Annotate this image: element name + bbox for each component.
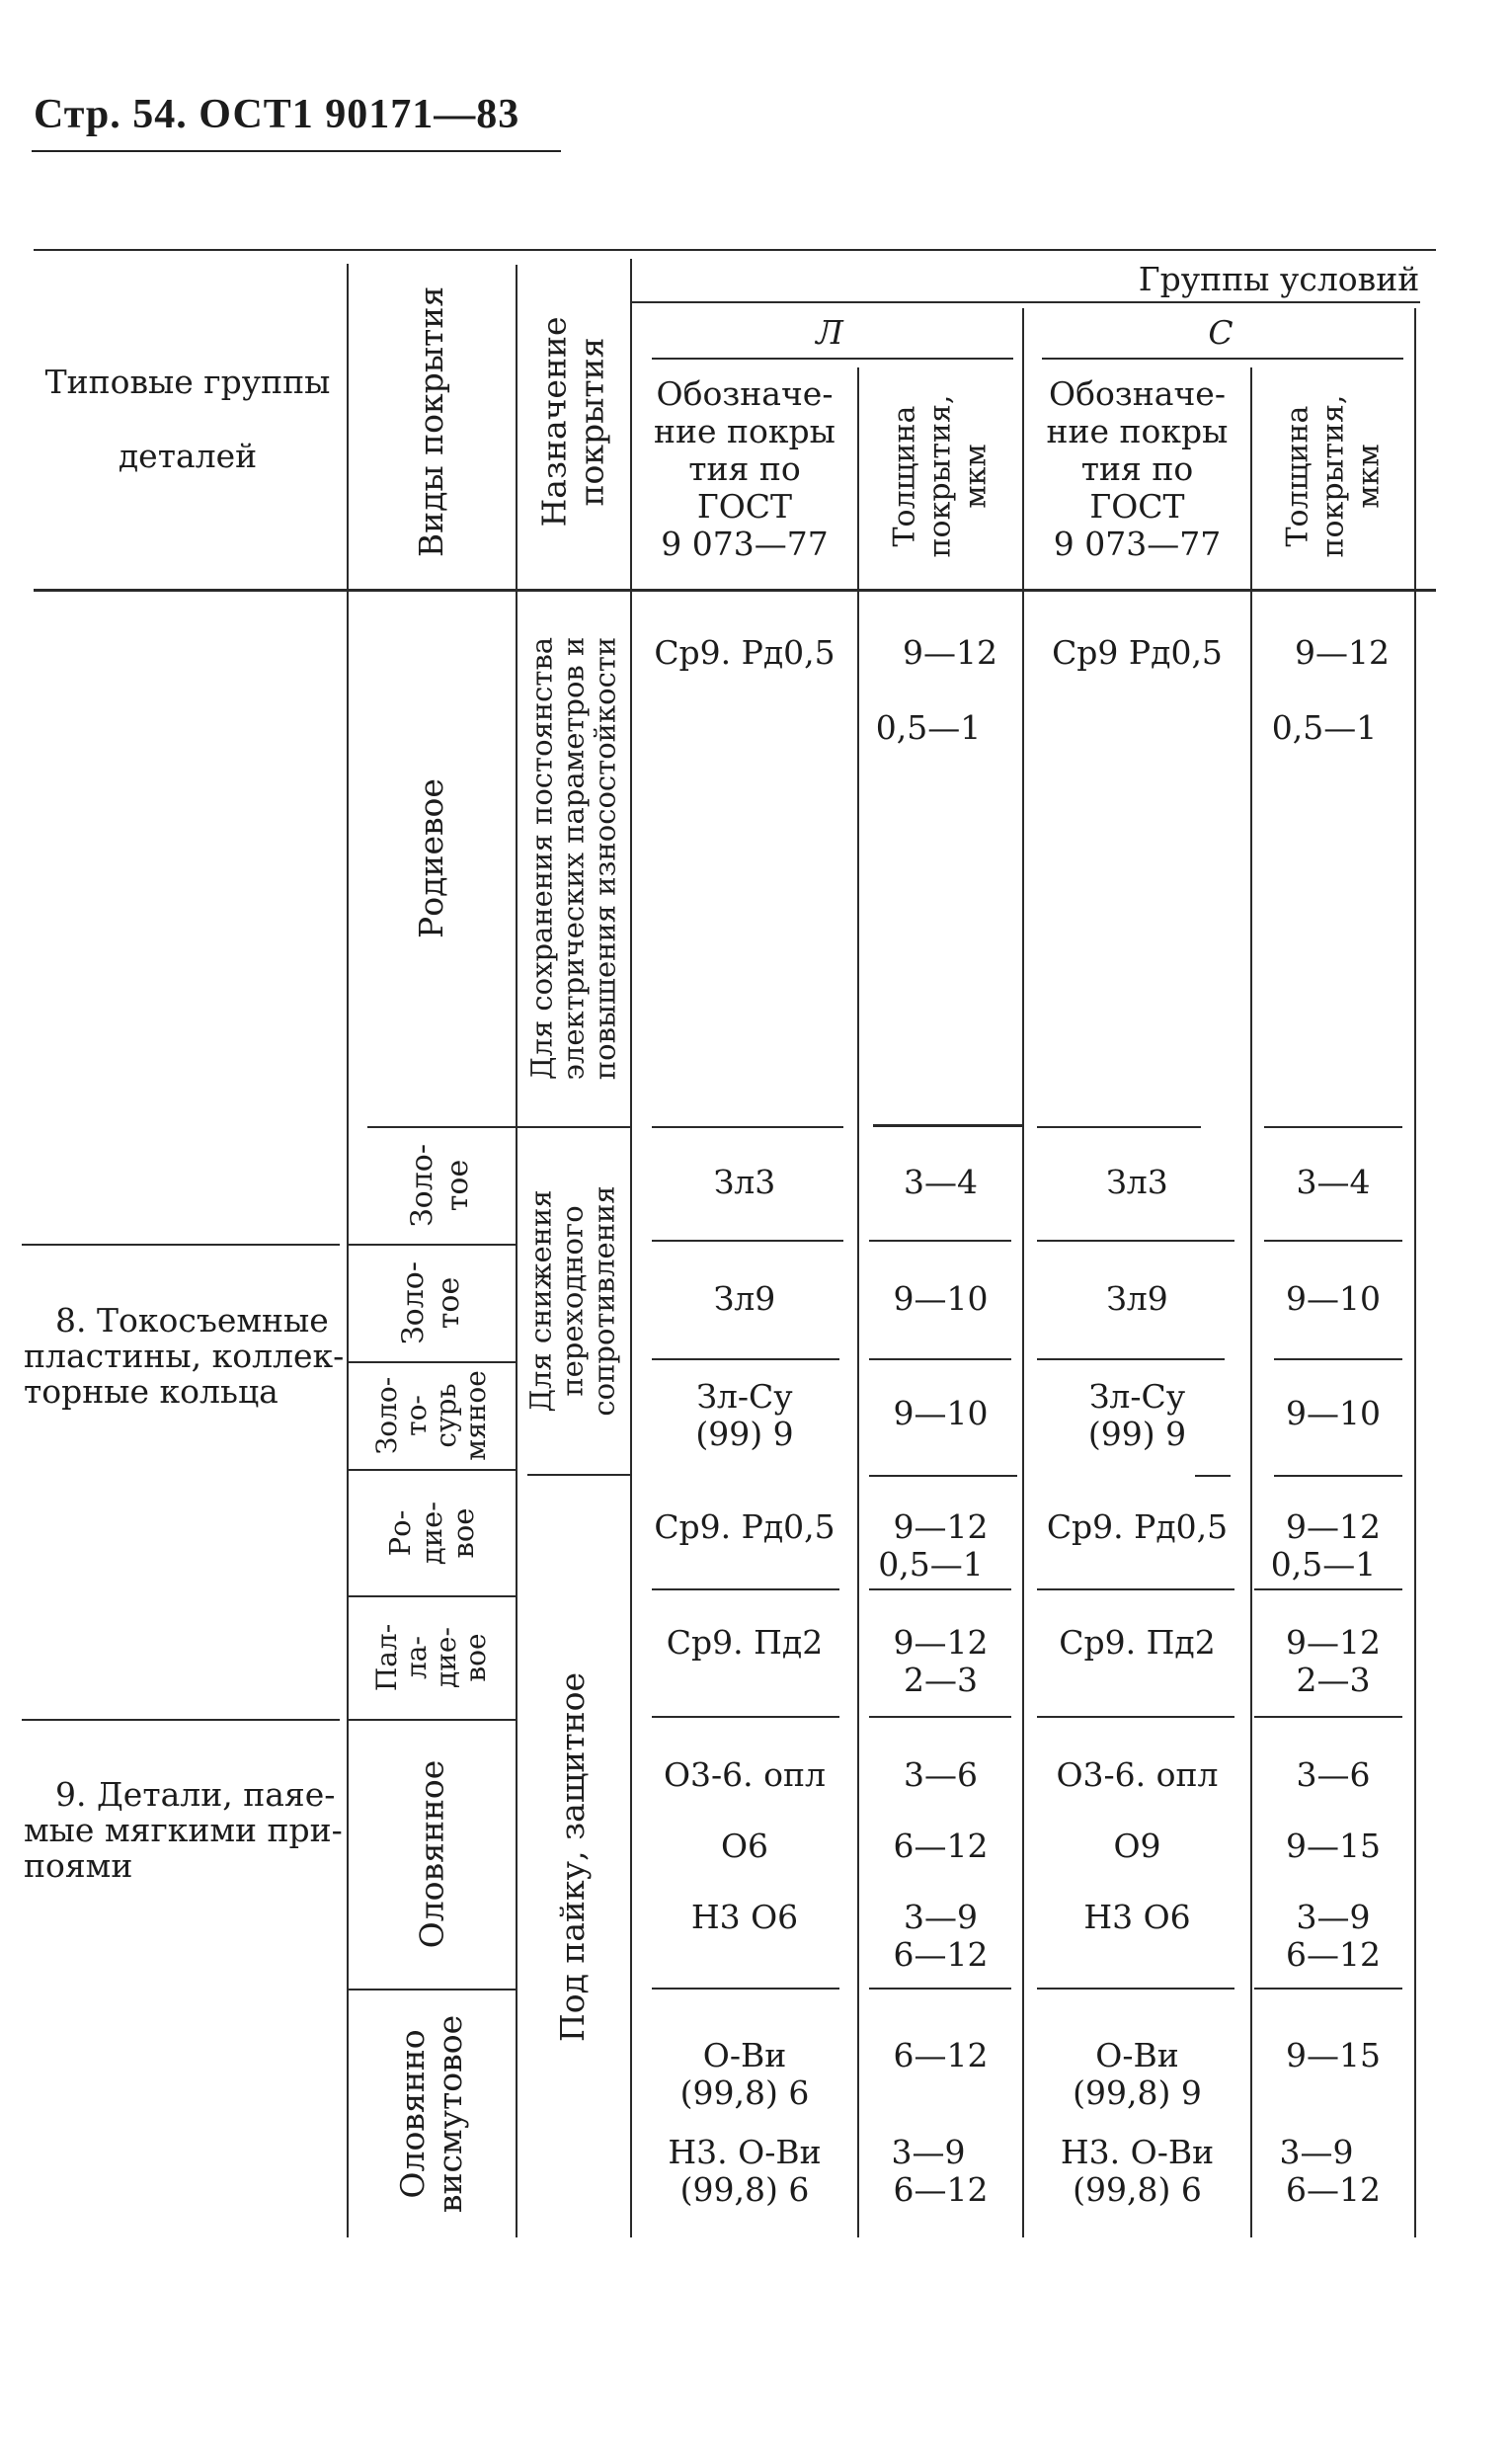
col-header-purpose — [517, 259, 628, 585]
r2-s-thickness: 3—4 — [1296, 1163, 1371, 1201]
r8-l-designation-3: Н3. О-Ви — [668, 2133, 822, 2171]
row-rule-4b — [1195, 1475, 1231, 1477]
p1-l2: электрических параметров и — [556, 636, 590, 1081]
r8-s-designation-2: (99,8) 9 — [1073, 2073, 1202, 2112]
r7-s-thickness-1: 3—6 — [1296, 1755, 1371, 1794]
r6-lt2: 2—3 — [904, 1661, 978, 1699]
col-header-group-line1: Типовые группы — [44, 363, 331, 401]
row-rule-7d — [1254, 1988, 1402, 1990]
r7-s-designation-2: О9 — [1113, 1827, 1161, 1865]
thk-s-3: мкм — [1351, 444, 1387, 509]
r3-l-designation: Зл9 — [713, 1279, 776, 1318]
r8-l-designation-4: (99,8) 6 — [679, 2170, 810, 2209]
r6-st2: 2—3 — [1296, 1661, 1371, 1699]
header-bottom-rule — [34, 589, 1436, 592]
coating-gold-2 — [350, 1246, 514, 1360]
pd-l1: Пал- — [369, 1623, 403, 1692]
gold2-l2: тое — [431, 1276, 466, 1330]
r2-l-designation: Зл3 — [713, 1163, 776, 1201]
r1-l-thickness-2: 0,5—1 — [875, 708, 982, 747]
coating-gold-antimony — [350, 1363, 514, 1468]
row-rule-1b — [873, 1124, 1023, 1127]
row-rule-4c — [1274, 1475, 1402, 1477]
col-header-L-thickness — [859, 367, 1021, 585]
header-rule — [32, 150, 561, 152]
r4-s-designation — [1024, 1378, 1250, 1453]
row-rule-3b — [869, 1358, 1011, 1360]
row-rule-1c — [1037, 1126, 1201, 1128]
p1-l3: повышения износостойкости — [588, 636, 621, 1081]
purpose-preserve — [517, 593, 628, 1124]
row-rule-2 — [652, 1240, 843, 1242]
group-rule-9 — [22, 1719, 340, 1721]
pd-l2: ла- — [399, 1636, 433, 1679]
r7-s-thickness-4: 6—12 — [1286, 1935, 1381, 1974]
des-s-3: тия по — [1080, 449, 1194, 488]
tinbi-l2: висмутовое — [431, 2014, 469, 2214]
r7-l-thickness-4: 6—12 — [893, 1935, 989, 1974]
group-8-line2: пластины, коллек- — [24, 1337, 345, 1375]
purpose-preserve-text — [525, 637, 620, 1081]
r8-s-thickness-2: 3—9 — [1279, 2133, 1354, 2171]
conditions-rule — [632, 301, 1420, 303]
r8-l-designation-1: О-Ви — [702, 2036, 787, 2074]
coating-rhodium — [350, 593, 514, 1124]
col-header-coating-type — [350, 259, 514, 585]
r4-s-thickness: 9—10 — [1286, 1394, 1381, 1432]
coating-palladium — [350, 1597, 514, 1718]
row-rule-3 — [652, 1358, 839, 1360]
r5-s-designation: Ср9. Рд0,5 — [1046, 1507, 1229, 1546]
des-l-1: Обозначе- — [656, 374, 834, 413]
row-rule-5c — [1037, 1588, 1234, 1590]
coating-tin — [350, 1721, 514, 1988]
p2-l1: Для снижения — [524, 1188, 559, 1413]
col-header-L-designation — [632, 375, 857, 563]
coating-gold-antimony-text — [369, 1370, 492, 1461]
goldsb-l1: Золо- — [369, 1376, 403, 1455]
r4-ld2: (99) 9 — [695, 1415, 794, 1453]
r7-s-thickness-2: 9—15 — [1286, 1827, 1381, 1865]
p1-l1: Для сохранения постоянства — [524, 636, 558, 1081]
purpose-l2: покрытия — [572, 337, 610, 507]
rh2-l2: дие- — [415, 1501, 448, 1565]
row-rule-7 — [652, 1988, 839, 1990]
row-rule-1 — [652, 1126, 843, 1128]
purpose-reduce-resistance — [517, 1128, 628, 1473]
row-rule-4 — [869, 1475, 1017, 1477]
r1-s-designation: Ср9 Рд0,5 — [1052, 633, 1223, 672]
purpose-soldering — [517, 1476, 628, 2237]
ls-rule-left — [652, 358, 1013, 360]
group-rule-8 — [22, 1244, 340, 1246]
thk-l-3: мкм — [958, 444, 994, 509]
goldsb-l3: сурь — [429, 1383, 462, 1448]
r8-l-thickness-3: 6—12 — [893, 2170, 989, 2209]
thk-l-2: покрытия, — [922, 394, 958, 558]
thk-s-1: Толщина — [1280, 405, 1315, 547]
r6-s-designation: Ср9. Пд2 — [1059, 1623, 1216, 1662]
gold1-l2: тое — [439, 1159, 475, 1212]
thk-l-1: Толщина — [887, 405, 922, 547]
r7-s-designation-1: О3-6. опл — [1056, 1755, 1219, 1794]
r8-l-thickness-1: 6—12 — [893, 2036, 989, 2074]
coating-gold-1-text — [405, 1144, 476, 1227]
row-rule-1d — [1264, 1126, 1402, 1128]
r8-s-thickness-1: 9—15 — [1286, 2036, 1381, 2074]
r7-l-thickness-3: 3—9 — [904, 1898, 978, 1936]
tinbi-l1: Оловянно — [393, 2029, 432, 2199]
r5-st2: 0,5—1 — [1270, 1545, 1377, 1584]
row-rule-5 — [652, 1588, 839, 1590]
coating-tin-bismuth-text — [394, 2015, 469, 2213]
col-header-conditions: Группы условий — [1138, 260, 1420, 298]
group-9-line2: мые мягкими при- — [24, 1811, 343, 1849]
r8-s-designation-3: Н3. О-Ви — [1060, 2133, 1215, 2171]
group-8-line1: 8. Токосъемные — [55, 1301, 329, 1340]
gold2-l1: Золо- — [395, 1260, 431, 1345]
coating-tin-bismuth — [350, 1990, 514, 2237]
goldsb-l4: мяное — [458, 1370, 492, 1461]
group-9-line3: поями — [24, 1846, 133, 1885]
col-header-purpose-text — [535, 317, 610, 528]
r5-lt1: 9—12 — [893, 1507, 989, 1546]
r4-l-thickness: 9—10 — [893, 1394, 989, 1432]
des-s-1: Обозначе- — [1049, 374, 1226, 413]
col-line-5 — [1022, 308, 1024, 2237]
col-header-L: Л — [816, 313, 843, 352]
purpose-l1: Назначение — [534, 316, 573, 528]
coating-gold-2-text — [396, 1261, 467, 1344]
col-line-7 — [1414, 308, 1416, 2237]
r6-l-thickness — [859, 1624, 1022, 1699]
row-rule-2b — [869, 1240, 1011, 1242]
r1-l-designation: Ср9. Рд0,5 — [654, 633, 836, 672]
col-header-L-thickness-text — [887, 395, 994, 558]
r7-l-thickness-2: 6—12 — [893, 1827, 989, 1865]
ls-rule-right — [1042, 358, 1403, 360]
gold1-l1: Золо- — [404, 1143, 439, 1228]
pd-l4: вое — [458, 1633, 492, 1682]
r6-lt1: 9—12 — [893, 1623, 989, 1662]
col-header-S: С — [1208, 313, 1233, 352]
r6-l-designation: Ср9. Пд2 — [666, 1623, 824, 1662]
des-s-2: ние покры — [1046, 412, 1229, 450]
coating-gold-1 — [367, 1128, 514, 1243]
row-rule-6b — [869, 1716, 1011, 1718]
r7-l-designation-1: О3-6. опл — [663, 1755, 826, 1794]
coating-rhodium-2 — [350, 1471, 514, 1594]
des-l-4: ГОСТ — [696, 487, 793, 526]
row-rule-2c — [1037, 1240, 1234, 1242]
row-rule-3d — [1274, 1358, 1402, 1360]
coating-rhodium-2-text — [384, 1501, 479, 1564]
row-rule-7c — [1037, 1988, 1234, 1990]
r5-st1: 9—12 — [1286, 1507, 1381, 1546]
r5-lt2: 0,5—1 — [878, 1545, 984, 1584]
goldsb-l2: то- — [399, 1395, 433, 1436]
des-l-2: ние покры — [654, 412, 836, 450]
r7-s-thickness-3: 3—9 — [1296, 1898, 1371, 1936]
r1-l-thickness-1: 9—12 — [903, 633, 997, 672]
row-rule-7b — [869, 1988, 1011, 1990]
p2-l2: переходного — [556, 1204, 591, 1397]
row-rule-5d — [1254, 1588, 1402, 1590]
purpose-soldering-text: Под пайку, защитное — [553, 1671, 593, 2042]
page-header: Стр. 54. ОСТ1 90171—83 — [34, 92, 520, 137]
col-header-coating-type-text: Виды покрытия — [412, 285, 451, 558]
col-header-group-line2: деталей — [118, 437, 258, 475]
r7-l-thickness-1: 3—6 — [904, 1755, 978, 1794]
rh2-l3: вое — [446, 1507, 480, 1558]
col-header-S-thickness-text — [1280, 395, 1387, 558]
r5-s-thickness — [1252, 1508, 1414, 1584]
r5-l-designation: Ср9. Рд0,5 — [654, 1507, 836, 1546]
table-top-rule — [34, 249, 1436, 251]
r6-s-thickness — [1252, 1624, 1414, 1699]
col-header-S-thickness — [1252, 367, 1414, 585]
r3-l-thickness: 9—10 — [893, 1279, 989, 1318]
r6-st1: 9—12 — [1286, 1623, 1381, 1662]
r3-s-designation: Зл9 — [1106, 1279, 1168, 1318]
r8-l-designation-2: (99,8) 6 — [679, 2073, 810, 2112]
r5-l-thickness — [859, 1508, 1022, 1584]
coating-palladium-text — [369, 1623, 492, 1692]
r8-s-designation-1: О-Ви — [1095, 2036, 1179, 2074]
des-l-5: 9 073—77 — [661, 525, 829, 563]
r2-l-thickness: 3—4 — [904, 1163, 978, 1201]
thk-s-2: покрытия, — [1315, 394, 1351, 558]
col-header-S-designation — [1024, 375, 1250, 563]
r4-l-designation — [632, 1378, 857, 1453]
r7-l-designation-2: О6 — [720, 1827, 769, 1865]
r1-s-thickness-1: 9—12 — [1295, 633, 1390, 672]
coating-rhodium-text: Родиевое — [411, 778, 450, 938]
r8-l-thickness-2: 3—9 — [891, 2133, 966, 2171]
r3-s-thickness: 9—10 — [1286, 1279, 1381, 1318]
r4-sd2: (99) 9 — [1087, 1415, 1187, 1453]
row-rule-5b — [869, 1588, 1011, 1590]
row-rule-6c — [1037, 1716, 1234, 1718]
des-s-4: ГОСТ — [1089, 487, 1185, 526]
purpose-reduce-text — [525, 1185, 620, 1416]
r8-s-designation-4: (99,8) 6 — [1073, 2170, 1202, 2209]
r4-ld1: Зл-Су — [696, 1377, 793, 1416]
group-9-line1: 9. Детали, паяе- — [55, 1775, 336, 1814]
coating-tin-text: Оловянное — [412, 1759, 451, 1949]
r1-s-thickness-2: 0,5—1 — [1271, 708, 1378, 747]
r2-s-designation: Зл3 — [1106, 1163, 1168, 1201]
des-l-3: тия по — [688, 449, 801, 488]
row-rule-6d — [1254, 1716, 1402, 1718]
row-rule-3c — [1037, 1358, 1225, 1360]
pd-l3: дие- — [429, 1627, 462, 1688]
r7-s-designation-3: Н3 О6 — [1083, 1898, 1191, 1936]
row-rule-2d — [1264, 1240, 1402, 1242]
r4-sd1: Зл-Су — [1088, 1377, 1186, 1416]
group-8-line3: торные кольца — [24, 1372, 279, 1411]
r7-l-designation-3: Н3 О6 — [690, 1898, 799, 1936]
row-rule-6 — [652, 1716, 839, 1718]
col-line-1 — [347, 264, 349, 2237]
r8-s-thickness-3: 6—12 — [1286, 2170, 1381, 2209]
p2-l3: сопротивления — [588, 1184, 622, 1417]
des-s-5: 9 073—77 — [1053, 525, 1222, 563]
rh2-l1: Ро- — [383, 1509, 417, 1556]
